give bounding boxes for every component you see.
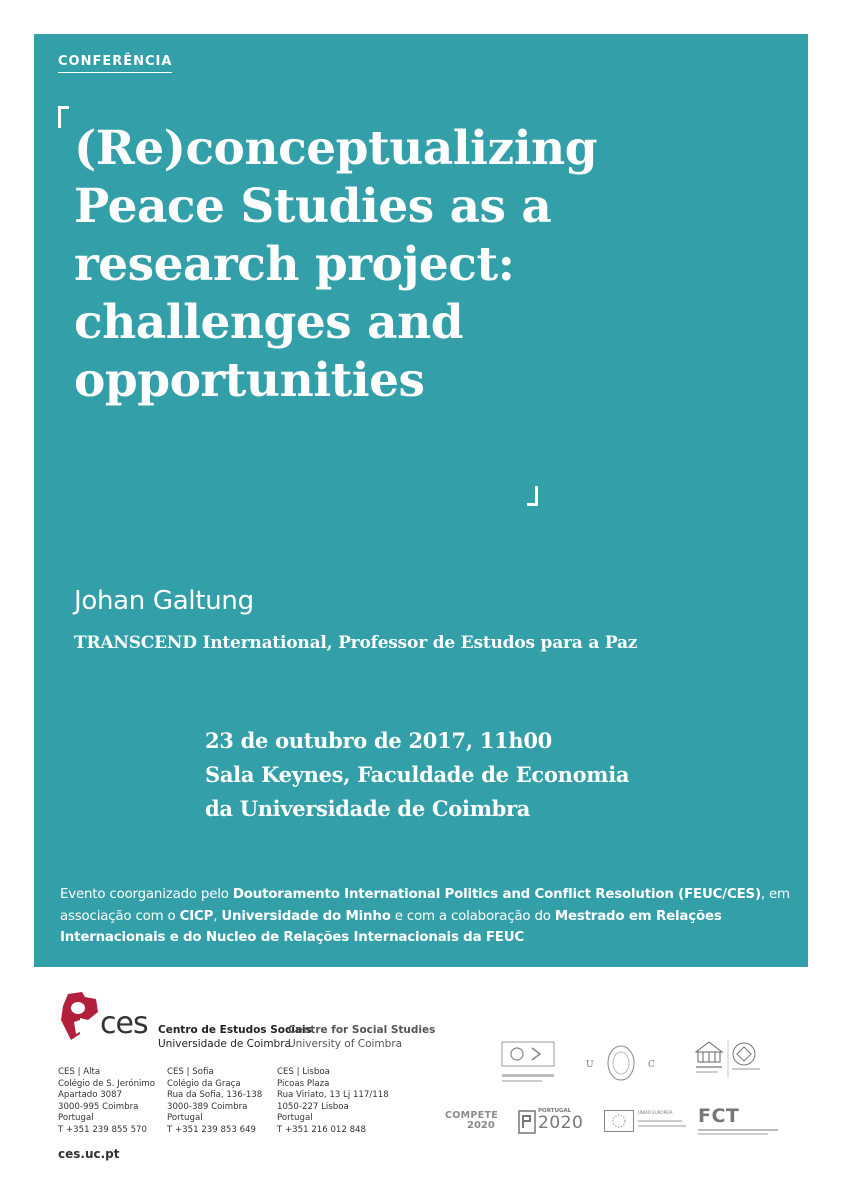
eu-logo [604, 1108, 690, 1138]
ces-name-en-sub: University of Coimbra [288, 1038, 403, 1050]
note-bold: Universidade do Minho [221, 908, 391, 924]
note-bold: CICP [179, 908, 214, 924]
fct-text-placeholder [698, 1133, 768, 1135]
speaker-affiliation: TRANSCEND International, Professor de Estudos para a Paz [74, 633, 638, 653]
portugal-2020-logo [518, 1108, 596, 1138]
address-alta [58, 1067, 155, 1137]
website-link[interactable]: ces.uc.pt [58, 1147, 120, 1161]
title-line: opportunities [74, 353, 425, 408]
address-line: Picoas Plaza [277, 1078, 330, 1089]
address-line: CES | Lisboa [277, 1067, 330, 1077]
address-line: Rua Viriato, 13 Lj 117/118 [277, 1090, 389, 1101]
compete-year: 2020 [467, 1120, 495, 1131]
conference-title [74, 120, 774, 410]
fct-label: FCT [698, 1105, 740, 1127]
address-line: Rua da Sofia, 136-138 [167, 1090, 263, 1101]
address-line: Portugal [277, 1113, 313, 1124]
address-line: Portugal [167, 1113, 203, 1124]
address-line: CES | Alta [58, 1067, 101, 1077]
address-lisboa [277, 1067, 389, 1137]
organizers-note [60, 884, 800, 949]
fct-text-placeholder [698, 1129, 778, 1131]
poster-panel [34, 34, 808, 967]
address-line: Apartado 3087 [58, 1090, 123, 1101]
title-line: challenges and [74, 295, 464, 350]
speaker-name: Johan Galtung [74, 586, 254, 616]
event-venue: da Universidade de Coimbra [205, 796, 531, 821]
eu-text-placeholder [638, 1120, 682, 1122]
svg-text:U: U [586, 1060, 594, 1070]
compete-2020-logo [445, 1110, 511, 1138]
title-line: Peace Studies as a [74, 179, 552, 234]
event-details [205, 724, 629, 826]
address-line: 3000-389 Coimbra [167, 1101, 248, 1112]
note-text: Evento coorganizado pelo [60, 887, 233, 902]
title-line: research project: [74, 237, 515, 292]
note-text: e com a colaboração do [390, 908, 555, 924]
uminho-logo-icon [500, 1040, 558, 1086]
ces-name-en [288, 1023, 435, 1051]
address-sofia [167, 1067, 262, 1137]
ces-logo-icon [58, 990, 104, 1048]
address-line: Portugal [58, 1113, 94, 1124]
address-phone: T +351 239 853 649 [167, 1124, 256, 1135]
address-line: 3000-995 Coimbra [58, 1101, 139, 1112]
note-bold: Doutoramento International Politics and Conflict Resolution (FEUC/CES) [232, 887, 761, 902]
event-venue: Sala Keynes, Faculdade de Economia [205, 762, 630, 787]
note-text: , em associação com o [60, 887, 790, 924]
closing-bracket-icon [527, 486, 538, 506]
portugal-2020-mark-icon [518, 1110, 536, 1134]
compete-label: COMPETE [445, 1110, 499, 1121]
ces-name-pt-bold: Centro de Estudos Sociais [158, 1024, 312, 1036]
eu-flag-icon [604, 1110, 634, 1132]
address-phone: T +351 216 012 848 [277, 1124, 366, 1135]
eu-label: UNIÃO EUROPEIA [638, 1110, 673, 1115]
fct-logo [698, 1106, 788, 1138]
portugal-year: 2020 [538, 1113, 584, 1133]
portugal-label: PORTUGAL [538, 1108, 572, 1114]
event-date: 23 de outubro de 2017, 11h00 [205, 728, 552, 753]
note-text: , [213, 908, 222, 924]
eu-text-placeholder [638, 1125, 686, 1127]
event-type-label: CONFERÊNCIA [58, 54, 172, 73]
ces-name-en-bold: Centre for Social Studies [288, 1024, 436, 1036]
uc-logo-icon [578, 1040, 664, 1086]
address-line: Colégio de S. Jerónimo [58, 1078, 156, 1089]
ces-wordmark: ces [100, 1006, 148, 1041]
address-line: CES | Sofia [167, 1067, 214, 1077]
note-bold: Mestrado em Relações Internacionais e do Nucleo de Relações Internacionais da FEUC [60, 908, 722, 945]
address-line: Colégio da Graça [167, 1078, 241, 1089]
address-line: 1050-227 Lisboa [277, 1101, 349, 1112]
unesco-logo-icon [692, 1038, 764, 1084]
opening-bracket-icon [58, 106, 69, 128]
address-phone: T +351 239 855 570 [58, 1124, 147, 1135]
title-line: (Re)conceptualizing [74, 121, 598, 176]
ces-name-pt-sub: Universidade de Coimbra [158, 1038, 291, 1050]
svg-text:C: C [648, 1060, 655, 1070]
